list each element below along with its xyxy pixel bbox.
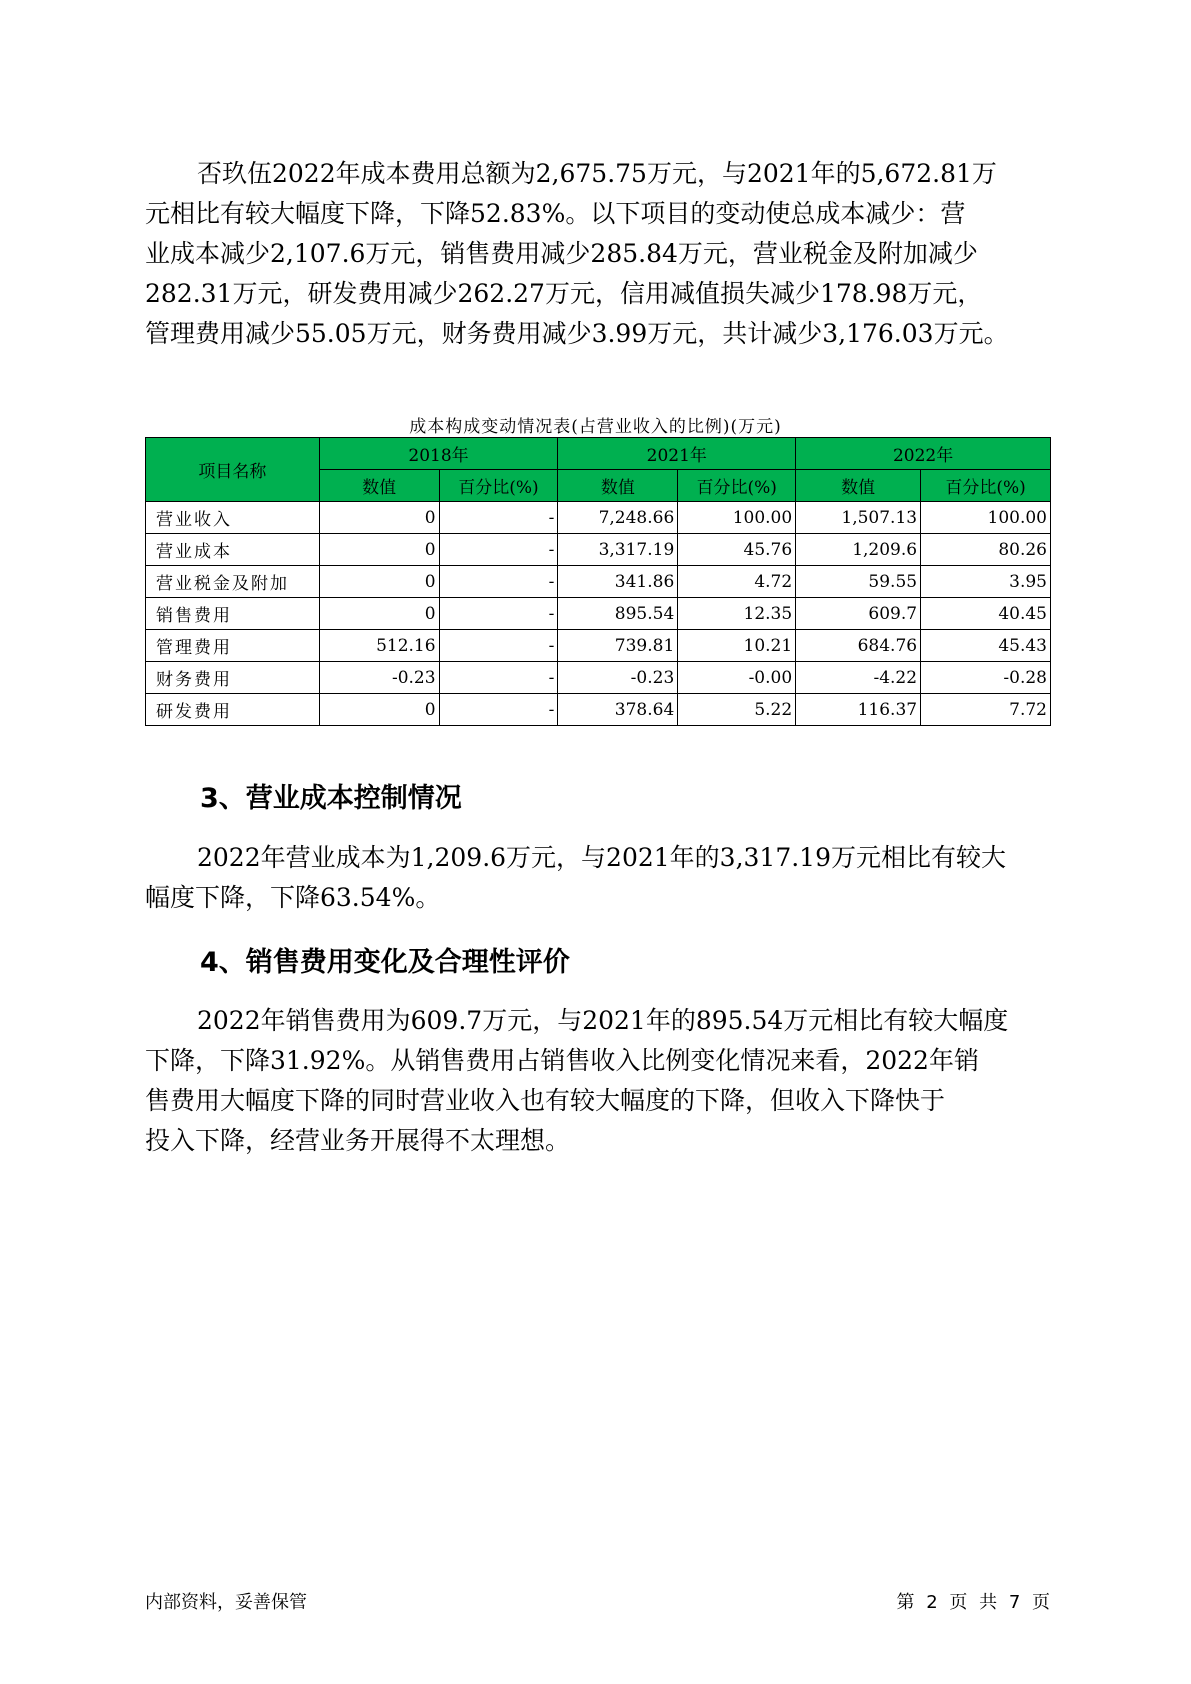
header-item-name: 项目名称 xyxy=(146,438,320,502)
cell-value: 0 xyxy=(319,694,439,726)
cell-value: 1,209.6 xyxy=(796,534,921,566)
cell-percent: 10.21 xyxy=(678,630,796,662)
cell-value: 7,248.66 xyxy=(558,502,678,534)
table-row xyxy=(146,566,1051,598)
table-row xyxy=(146,630,1051,662)
header-value: 数值 xyxy=(558,470,678,502)
text-line: 业成本减少2,107.6万元，销售费用减少285.84万元，营业税金及附加减少 xyxy=(145,239,978,268)
section-heading-operating-cost: 3、营业成本控制情况 xyxy=(200,783,462,814)
cell-value: 684.76 xyxy=(796,630,921,662)
cell-percent: - xyxy=(439,566,558,598)
text-line: 幅度下降，下降63.54%。 xyxy=(145,883,441,912)
table-row xyxy=(146,694,1051,726)
cell-percent: 4.72 xyxy=(678,566,796,598)
cell-percent: - xyxy=(439,534,558,566)
cell-value: 1,507.13 xyxy=(796,502,921,534)
row-name: 营业收入 xyxy=(146,502,320,534)
cell-percent: - xyxy=(439,662,558,694)
header-year-2021: 2021年 xyxy=(558,438,796,470)
footer-page-number: 第 2 页 共 7 页 xyxy=(896,1592,1050,1613)
cell-value: 116.37 xyxy=(796,694,921,726)
cell-percent: 45.76 xyxy=(678,534,796,566)
cell-value: 378.64 xyxy=(558,694,678,726)
cell-percent: 12.35 xyxy=(678,598,796,630)
row-name: 财务费用 xyxy=(146,662,320,694)
cell-percent: 45.43 xyxy=(921,630,1051,662)
row-name: 营业成本 xyxy=(146,534,320,566)
cell-percent: -0.28 xyxy=(921,662,1051,694)
cell-percent: 7.72 xyxy=(921,694,1051,726)
header-value: 数值 xyxy=(796,470,921,502)
cell-percent: - xyxy=(439,598,558,630)
row-name: 营业税金及附加 xyxy=(146,566,320,598)
text-line: 管理费用减少55.05万元，财务费用减少3.99万元，共计减少3,176.03万元。 xyxy=(145,319,1009,348)
cell-percent: - xyxy=(439,502,558,534)
cell-value: 512.16 xyxy=(319,630,439,662)
row-name: 研发费用 xyxy=(146,694,320,726)
cell-percent: 40.45 xyxy=(921,598,1051,630)
cell-value: -0.23 xyxy=(319,662,439,694)
table-row xyxy=(146,598,1051,630)
cell-value: 59.55 xyxy=(796,566,921,598)
cell-percent: 100.00 xyxy=(921,502,1051,534)
cell-percent: - xyxy=(439,630,558,662)
cell-percent: 5.22 xyxy=(678,694,796,726)
row-name: 销售费用 xyxy=(146,598,320,630)
header-percent: 百分比(%) xyxy=(921,470,1051,502)
cell-value: 609.7 xyxy=(796,598,921,630)
section-heading-sales-expense: 4、销售费用变化及合理性评价 xyxy=(200,947,570,978)
cell-value: 739.81 xyxy=(558,630,678,662)
cell-value: 0 xyxy=(319,534,439,566)
header-value: 数值 xyxy=(319,470,439,502)
text-line: 售费用大幅度下降的同时营业收入也有较大幅度的下降，但收入下降快于 xyxy=(145,1086,946,1115)
text-line: 投入下降，经营业务开展得不太理想。 xyxy=(145,1126,571,1155)
sales-expense-paragraph xyxy=(145,1001,1050,1161)
cost-summary-paragraph xyxy=(145,154,1050,354)
table-row xyxy=(146,662,1051,694)
cost-structure-table xyxy=(145,437,1051,726)
header-year-2018: 2018年 xyxy=(319,438,558,470)
operating-cost-paragraph xyxy=(145,838,1050,918)
header-year-2022: 2022年 xyxy=(796,438,1051,470)
cell-value: 341.86 xyxy=(558,566,678,598)
cell-value: 0 xyxy=(319,598,439,630)
cell-percent: 80.26 xyxy=(921,534,1051,566)
text-line: 否玖伍2022年成本费用总额为2,675.75万元，与2021年的5,672.81万 xyxy=(197,159,997,188)
cell-value: 0 xyxy=(319,566,439,598)
table-caption: 成本构成变动情况表(占营业收入的比例)(万元) xyxy=(409,417,782,437)
cell-value: 3,317.19 xyxy=(558,534,678,566)
cell-value: 0 xyxy=(319,502,439,534)
cell-value: -0.23 xyxy=(558,662,678,694)
cell-value: 895.54 xyxy=(558,598,678,630)
header-percent: 百分比(%) xyxy=(678,470,796,502)
text-line: 282.31万元，研发费用减少262.27万元，信用减值损失减少178.98万元， xyxy=(145,279,983,308)
cell-value: -4.22 xyxy=(796,662,921,694)
text-line: 2022年营业成本为1,209.6万元，与2021年的3,317.19万元相比有较大 xyxy=(197,843,1006,872)
header-percent: 百分比(%) xyxy=(439,470,558,502)
cell-percent: 100.00 xyxy=(678,502,796,534)
table-row xyxy=(146,502,1051,534)
cell-percent: -0.00 xyxy=(678,662,796,694)
table-row xyxy=(146,534,1051,566)
text-line: 2022年销售费用为609.7万元，与2021年的895.54万元相比有较大幅度 xyxy=(197,1006,1009,1035)
cell-percent: - xyxy=(439,694,558,726)
cell-percent: 3.95 xyxy=(921,566,1051,598)
text-line: 元相比有较大幅度下降，下降52.83%。以下项目的变动使总成本减少：营 xyxy=(145,199,966,228)
footer-confidential-note: 内部资料，妥善保管 xyxy=(145,1592,307,1613)
row-name: 管理费用 xyxy=(146,630,320,662)
text-line: 下降，下降31.92%。从销售费用占销售收入比例变化情况来看，2022年销 xyxy=(145,1046,979,1075)
